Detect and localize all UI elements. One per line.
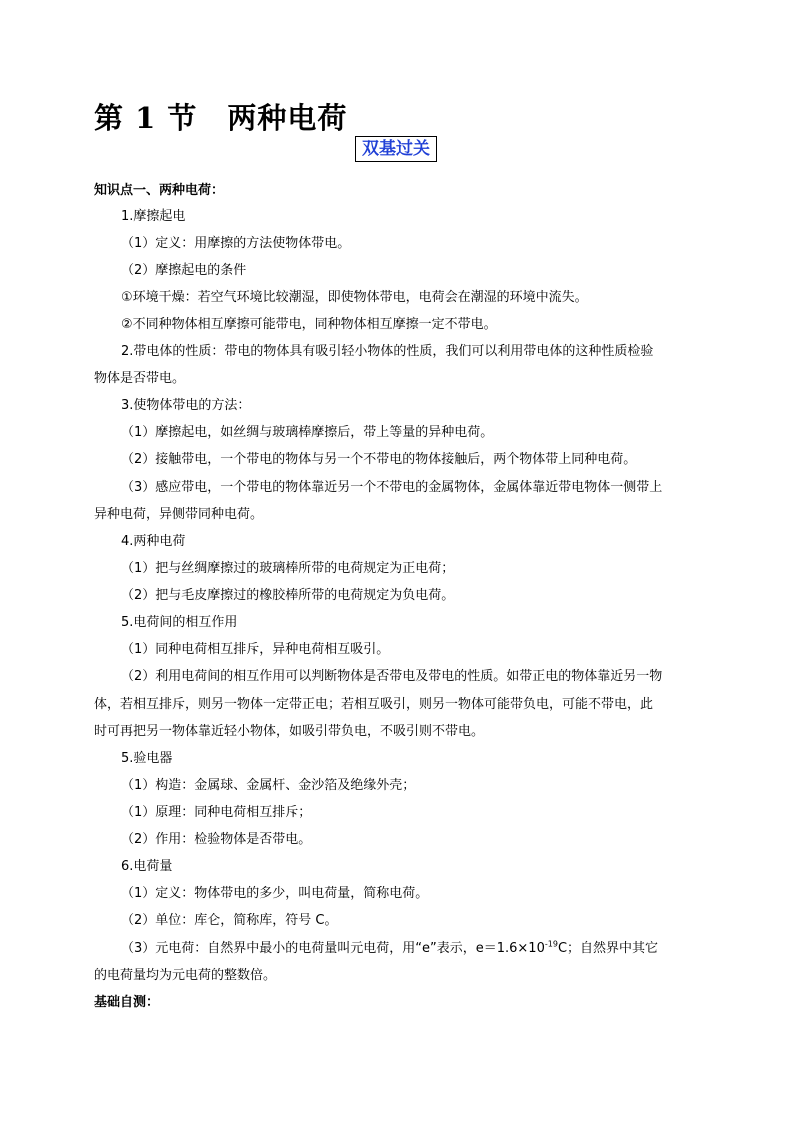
item-text: ①环境干燥：若空气环境比较潮湿，即使物体带电，电荷会在潮湿的环境中流失。 bbox=[121, 290, 588, 305]
item-text: （2）作用：检验物体是否带电。 bbox=[121, 832, 312, 847]
item-text: （1）原理：同种电荷相互排斥； bbox=[121, 805, 312, 820]
item-text: （1）同种电荷相互排斥，异种电荷相互吸引。 bbox=[121, 642, 390, 657]
item-text: 的电荷量均为元电荷的整数倍。 bbox=[94, 968, 277, 983]
item-text: （1）摩擦起电，如丝绸与玻璃棒摩擦后，带上等量的异种电荷。 bbox=[121, 425, 494, 440]
item-text: （1）定义：物体带电的多少，叫电荷量，简称电荷。 bbox=[121, 886, 429, 901]
item-heading: 3.使物体带电的方法： bbox=[121, 398, 251, 413]
chapter-number: 第 1 节 bbox=[94, 101, 198, 135]
formula-text-tail: C；自然界中其它 bbox=[557, 941, 659, 956]
item-heading: 1.摩擦起电 bbox=[121, 209, 186, 224]
item-text: （2）利用电荷间的相互作用可以判断物体是否带电及带电的性质。如带正电的物体靠近另一物 bbox=[121, 669, 663, 684]
self-test-heading: 基础自测： bbox=[94, 995, 160, 1010]
item-heading: 2.带电体的性质：带电的物体具有吸引轻小物体的性质，我们可以利用带电体的这种性质检验 bbox=[121, 344, 654, 359]
page-title bbox=[94, 96, 347, 137]
item-text: （2）摩擦起电的条件 bbox=[121, 263, 247, 278]
item-text: （2）单位：库仑，简称库，符号 C。 bbox=[121, 913, 338, 928]
item-heading: 6.电荷量 bbox=[121, 859, 173, 874]
exponent: -19 bbox=[544, 939, 558, 949]
item-heading: 4.两种电荷 bbox=[121, 534, 186, 549]
item-text: （1）定义：用摩擦的方法使物体带电。 bbox=[121, 236, 351, 251]
chapter-title: 两种电荷 bbox=[227, 101, 348, 135]
formula-text: （3）元电荷：自然界中最小的电荷量叫元电荷，用“e”表示，e＝1.6×10 bbox=[121, 941, 545, 956]
section-badge: 双基过关 bbox=[355, 136, 437, 162]
item-text: （3）感应带电，一个带电的物体靠近另一个不带电的金属物体，金属体靠近带电物体一侧带上 bbox=[121, 480, 663, 495]
knowledge-point-heading: 知识点一、两种电荷： bbox=[94, 183, 225, 198]
item-text: 异种电荷，异侧带同种电荷。 bbox=[94, 507, 264, 522]
item-text: （1）构造：金属球、金属杆、金沙箔及绝缘外壳； bbox=[121, 778, 416, 793]
item-text: （2）接触带电，一个带电的物体与另一个不带电的物体接触后，两个物体带上同种电荷。 bbox=[121, 452, 637, 467]
item-text: ②不同种物体相互摩擦可能带电，同种物体相互摩擦一定不带电。 bbox=[121, 317, 497, 332]
item-heading: 5.验电器 bbox=[121, 751, 173, 766]
item-text: （1）把与丝绸摩擦过的玻璃棒所带的电荷规定为正电荷； bbox=[121, 561, 455, 576]
item-text bbox=[121, 940, 658, 958]
item-text: （2）把与毛皮摩擦过的橡胶棒所带的电荷规定为负电荷。 bbox=[121, 588, 455, 603]
item-text: 物体是否带电。 bbox=[94, 371, 186, 386]
item-text: 体，若相互排斥，则另一物体一定带正电；若相互吸引，则另一物体可能带负电，可能不带电，此 bbox=[94, 697, 654, 712]
item-heading: 5.电荷间的相互作用 bbox=[121, 615, 238, 630]
item-text: 时可再把另一物体靠近轻小物体，如吸引带负电，不吸引则不带电。 bbox=[94, 724, 485, 739]
